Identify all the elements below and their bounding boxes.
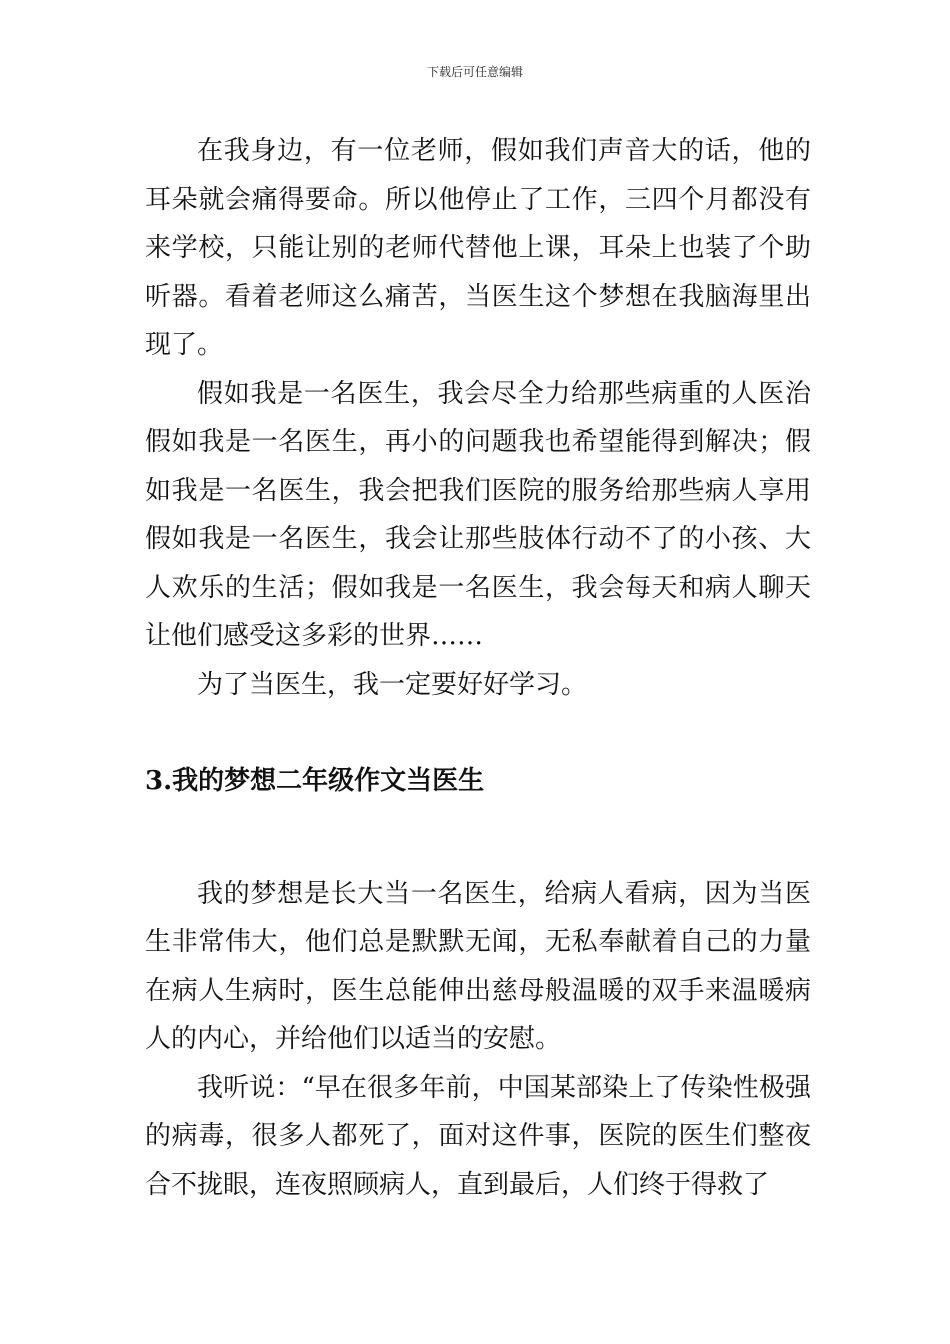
paragraph: 假如我是一名医生，我会尽全力给那些病重的人医治假如我是一名医生，再小的问题我也希望能得到解决；假如我是一名医生，我会把我们医院的服务给那些病人享用假如我是一名医生，我会让那些肢体行动不了的小孩、大人欢乐的生活；假如我是一名医生，我会每天和病人聊天让他们感受这多彩的世界……: [145, 378, 811, 651]
section-heading: 3.我的梦想二年级作文当医生: [145, 766, 485, 796]
spacer: [145, 709, 811, 757]
spacer: [145, 806, 811, 870]
paragraph: 我听说：“早在很多年前，中国某部染上了传染性极强的病毒，很多人都死了，面对这件事，医院的医生们整夜合不拢眼，连夜照顾病人，直到最后，人们终于得救了: [145, 1072, 811, 1200]
page-header: 下载后可任意编辑: [426, 65, 523, 79]
paragraph: 为了当医生，我一定要好好学习。: [197, 669, 588, 700]
paragraph: 在我身边，有一位老师，假如我们声音大的话，他的耳朵就会痛得要命。所以他停止了工作，三四个月都没有来学校，只能让别的老师代替他上课，耳朵上也装了个助听器。看着老师这么痛苦，当医生这个梦想在我脑海里出现了。: [145, 136, 811, 360]
paragraph: 我的梦想是长大当一名医生，给病人看病，因为当医生非常伟大，他们总是默默无闻，无私奉献着自己的力量在病人生病时，医生总能伸出慈母般温暖的双手来温暖病人的内心，并给他们以适当的安慰。: [145, 878, 811, 1054]
document-body: [145, 127, 811, 1209]
